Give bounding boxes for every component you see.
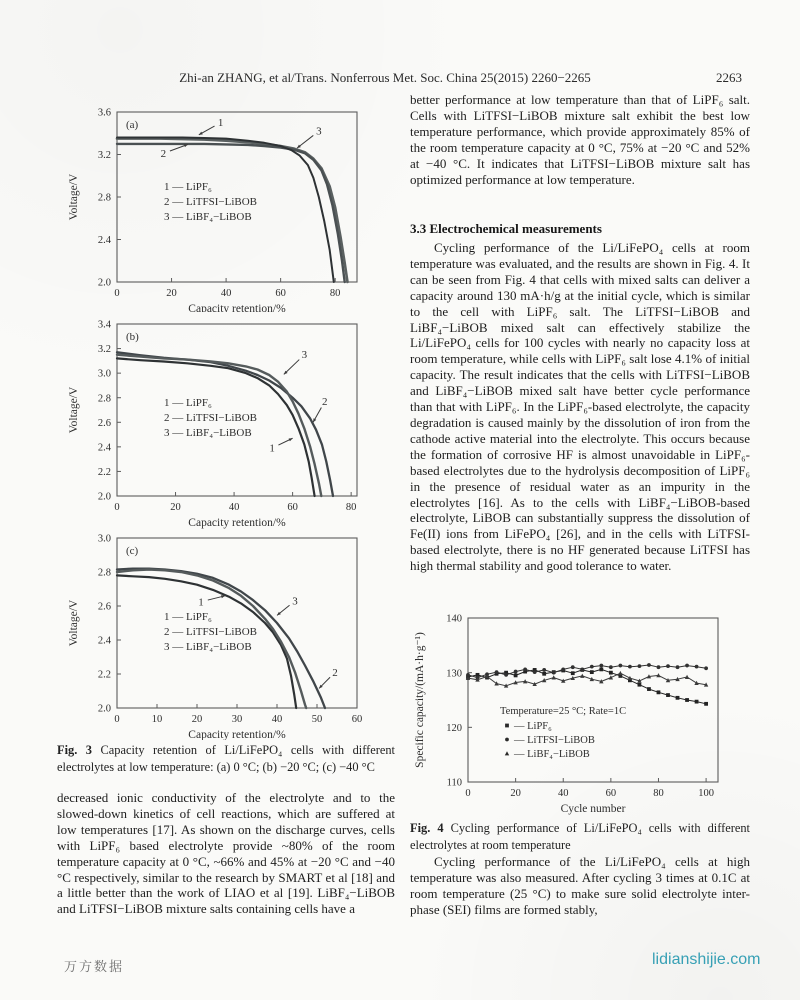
svg-text:80: 80 xyxy=(345,502,357,513)
svg-text:100: 100 xyxy=(698,788,714,799)
svg-text:(c): (c) xyxy=(126,545,139,557)
svg-text:2.2: 2.2 xyxy=(97,669,111,681)
svg-text:2.4: 2.4 xyxy=(97,235,111,247)
svg-text:2.2: 2.2 xyxy=(97,467,111,479)
svg-text:3 — LiBF₄−LiBOB: 3 — LiBF₄−LiBOB xyxy=(164,211,252,223)
fig4-caption-label: Fig. 4 xyxy=(410,821,444,835)
page-number: 2263 xyxy=(716,70,742,85)
svg-text:2.8: 2.8 xyxy=(97,567,111,579)
svg-text:Voltage/V: Voltage/V xyxy=(68,599,80,647)
svg-text:(b): (b) xyxy=(126,331,139,343)
svg-text:2: 2 xyxy=(160,147,167,160)
svg-text:3.6: 3.6 xyxy=(97,107,111,119)
svg-text:20: 20 xyxy=(170,502,181,513)
svg-text:80: 80 xyxy=(653,788,664,799)
wanfang-watermark: 万方数据 xyxy=(64,960,125,975)
svg-text:130: 130 xyxy=(446,668,462,680)
svg-text:20: 20 xyxy=(510,788,521,799)
svg-text:2.4: 2.4 xyxy=(97,442,111,454)
svg-text:10: 10 xyxy=(151,714,163,725)
svg-text:60: 60 xyxy=(287,502,298,513)
svg-text:0: 0 xyxy=(465,788,471,799)
svg-text:60: 60 xyxy=(605,788,617,799)
fig4-caption xyxy=(410,820,750,853)
fig3-caption xyxy=(57,742,395,775)
svg-text:2.0: 2.0 xyxy=(97,703,111,715)
svg-text:20: 20 xyxy=(166,288,177,299)
fig4-chart-svg xyxy=(410,610,750,816)
svg-text:1: 1 xyxy=(269,442,275,455)
svg-text:3.0: 3.0 xyxy=(97,368,111,380)
svg-text:60: 60 xyxy=(351,714,363,725)
site-link[interactable]: lidianshijie.com xyxy=(652,951,761,968)
svg-text:3 — LiBF₄−LiBOB: 3 — LiBF₄−LiBOB xyxy=(164,427,252,439)
svg-text:3.0: 3.0 xyxy=(97,533,111,545)
svg-text:2.8: 2.8 xyxy=(97,393,111,405)
svg-text:Capacity retention/%: Capacity retention/% xyxy=(188,729,286,740)
svg-text:— LiTFSI−LiBOB: — LiTFSI−LiBOB xyxy=(514,735,595,746)
svg-text:Cycle number: Cycle number xyxy=(560,803,626,815)
right-paragraph-3: Cycling performance of the Li/LiFePO₄ cells at high temperature was also measured. After cycling 3 times at 0.1C at room temperature (25 °C) to make sure solid electrolyte inter-phase (SEI) films are formed stably, xyxy=(410,854,750,917)
svg-text:140: 140 xyxy=(446,613,462,625)
svg-text:2: 2 xyxy=(332,666,338,679)
header-citation: Zhi-an ZHANG, et al/Trans. Nonferrous Met. Soc. China 25(2015) 2260−2265 xyxy=(179,70,591,85)
svg-text:Capacity retention/%: Capacity retention/% xyxy=(188,517,286,529)
svg-text:3.2: 3.2 xyxy=(97,344,111,356)
svg-text:1 — LiPF₆: 1 — LiPF₆ xyxy=(164,181,212,193)
svg-text:Capacity retention/%: Capacity retention/% xyxy=(188,303,286,312)
svg-text:40: 40 xyxy=(228,502,240,513)
svg-text:Voltage/V: Voltage/V xyxy=(68,173,80,221)
fig3-caption-text: Capacity retention of Li/LiFePO₄ cells with different electrolytes at low temperature: (a) 0 °C; (b) −20 °C; (c) −40 °C xyxy=(57,743,395,774)
svg-text:— LiBF₄−LiBOB: — LiBF₄−LiBOB xyxy=(514,749,590,760)
fig4-caption-text: Cycling performance of Li/LiFePO₄ cells with different electrolytes at room temperature xyxy=(410,821,751,852)
svg-text:2.0: 2.0 xyxy=(97,491,111,503)
svg-text:3.4: 3.4 xyxy=(97,319,111,331)
svg-text:Temperature=25 °C; Rate=1C: Temperature=25 °C; Rate=1C xyxy=(500,706,627,717)
svg-text:60: 60 xyxy=(275,288,286,299)
svg-text:3: 3 xyxy=(316,125,322,138)
svg-text:3: 3 xyxy=(301,349,308,362)
fig3c-chart xyxy=(64,532,400,745)
svg-text:0: 0 xyxy=(114,288,120,299)
svg-text:2.0: 2.0 xyxy=(97,277,111,289)
svg-text:— LiPF₆: — LiPF₆ xyxy=(514,721,552,732)
svg-text:40: 40 xyxy=(220,288,232,299)
fig4-chart xyxy=(410,610,750,821)
right-paragraph-2: Cycling performance of the Li/LiFePO₄ cells at room temperature was evaluated, and the results are shown in Fig. 4. It can be seen from Fig. 4 that cells with mixed salts can deliver a capacity around 130 mA·h/g at the initial cycle, which is similar to the cell with LiPF₆ salt. The LiTFSI−LiBOB and LiBF₄−LiBOB mixed salt can effectively stabilize the Li/LiFePO₄ cells for 100 cycles with nearly no capacity loss at room temperature, while cells with LiPF₆ salt lose 4.1% of initial capacity. The result indicates that the cells with LiTFSI−LiBOB and LiBF₄−LiBOB mixed salt have better cycle performance than that with LiPF₆. In the LiPF₆-based electrolyte, the capacity degradation is caused mainly by the dissolution of iron from the cathode active material into the electrolyte. This occurs because the formation of corrosive HF is almost unavoidable in LiPF₆-based electrolytes due to the hydrolysis decomposition of LiPF₆ in the presence of residual water as an impurity in the electrolytes [16]. As to the cells with LiBF₄−LiBOB-based electrolyte, LiBOB can substantially suppress the dissolution of Fe(II) ions from LiFePO₄ [26], and in the cells with LiTFSI-based electrolyte, there is no HF generated because LiTFSI has high thermal stability and good tolerance to water. xyxy=(410,240,750,574)
svg-text:110: 110 xyxy=(446,777,462,789)
svg-text:1 — LiPF₆: 1 — LiPF₆ xyxy=(164,611,212,623)
svg-text:1: 1 xyxy=(198,596,204,609)
svg-text:3.2: 3.2 xyxy=(97,150,111,162)
svg-text:Specific capacity/(mA·h·g⁻¹): Specific capacity/(mA·h·g⁻¹) xyxy=(414,632,426,768)
svg-text:0: 0 xyxy=(114,714,120,725)
svg-text:3: 3 xyxy=(292,595,298,608)
svg-text:0: 0 xyxy=(114,502,120,513)
fig3b-chart xyxy=(64,318,400,537)
svg-text:2.4: 2.4 xyxy=(97,635,111,647)
svg-text:1 — LiPF₆: 1 — LiPF₆ xyxy=(164,397,212,409)
right-paragraph-1: better performance at low temperature than that of LiPF₆ salt. Cells with LiTFSI−LiBOB mixture salt exhibit the best low temperature performance, which provide approximately 85% of the room temperature capacity at 0 °C, 75% at −20 °C and 52% at −40 °C. It indicates that LiTFSI−LiBOB mixture salt has optimized performance at low temperature. xyxy=(410,92,750,187)
fig3c-chart-svg xyxy=(64,532,400,740)
svg-text:2 — LiTFSI−LiBOB: 2 — LiTFSI−LiBOB xyxy=(164,626,257,638)
svg-text:50: 50 xyxy=(311,714,323,725)
svg-text:(a): (a) xyxy=(126,119,139,131)
fig3a-chart-svg xyxy=(64,106,400,312)
svg-text:1: 1 xyxy=(217,117,224,130)
svg-text:40: 40 xyxy=(271,714,283,725)
svg-text:2.8: 2.8 xyxy=(97,192,111,204)
section-heading: 3.3 Electrochemical measurements xyxy=(410,221,602,236)
fig3b-chart-svg xyxy=(64,318,400,532)
svg-text:3 — LiBF₄−LiBOB: 3 — LiBF₄−LiBOB xyxy=(164,641,252,653)
svg-text:30: 30 xyxy=(231,714,243,725)
svg-text:2.6: 2.6 xyxy=(97,601,111,613)
svg-text:40: 40 xyxy=(557,788,569,799)
svg-text:2 — LiTFSI−LiBOB: 2 — LiTFSI−LiBOB xyxy=(164,196,257,208)
svg-text:2: 2 xyxy=(322,395,328,408)
svg-text:2 — LiTFSI−LiBOB: 2 — LiTFSI−LiBOB xyxy=(164,412,257,424)
svg-text:Voltage/V: Voltage/V xyxy=(68,386,80,434)
svg-text:120: 120 xyxy=(446,722,462,734)
left-body-paragraph: decreased ionic conductivity of the electrolyte and to the slowed-down kinetics of cell reactions, which are suffered at low temperatures [17]. As shown on the discharge curves, cells with LiPF₆ based electrolyte provide ~80% of the room temperature capacity at 0 °C, ~66% and 45% at −20 °C and −40 °C respectively, similar to the research by SMART et al [18] and a little better than the work of LIAO et al [19]. LiBF₄−LiBOB and LiTFSI−LiBOB mixture salts containing cells have a xyxy=(57,790,395,917)
fig3a-chart xyxy=(64,106,400,317)
fig3-caption-label: Fig. 3 xyxy=(57,743,92,757)
svg-text:20: 20 xyxy=(191,714,203,725)
svg-text:80: 80 xyxy=(329,288,341,299)
svg-text:2.6: 2.6 xyxy=(97,417,111,429)
